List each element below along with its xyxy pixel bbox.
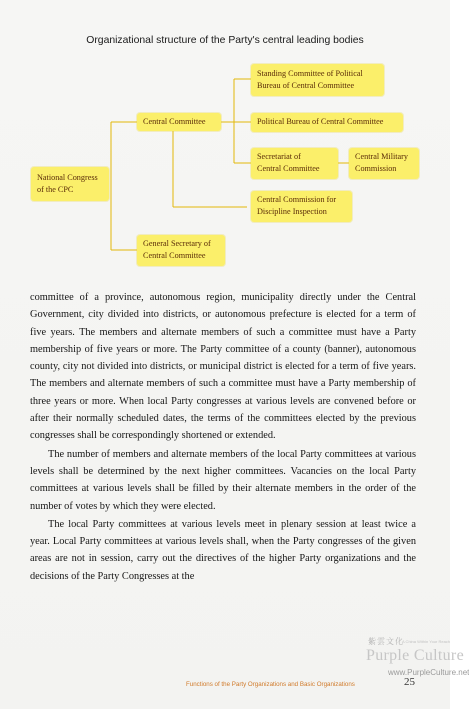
paragraph-2: The number of members and alternate members of the local Party committees at various levels shall be determined by the next higher committees. Vacancies on the local Party committees at various levels shall be filled by their alternate members in the order of the number of votes by which they were elected.	[30, 448, 416, 512]
node-label: Central Committee	[257, 164, 320, 173]
body-text	[30, 289, 416, 585]
node-label: of the CPC	[37, 185, 74, 194]
node-political-bureau	[251, 113, 403, 132]
node-label: Central Committee	[143, 117, 206, 126]
node-label: Central Committee	[143, 251, 206, 260]
running-footer: Functions of the Party Organizations and Basic Organizations	[186, 681, 355, 688]
node-label: Secretariat of	[257, 152, 301, 161]
node-secretariat	[251, 148, 338, 179]
node-label: Commission	[355, 164, 397, 173]
diagram-title: Organizational structure of the Party's central leading bodies	[86, 35, 364, 46]
node-label: Standing Committee of Political	[257, 69, 363, 78]
node-label: Bureau of Central Committee	[257, 81, 355, 90]
node-label: Discipline Inspection	[257, 207, 327, 216]
paragraph-3: The local Party committees at various levels meet in plenary session at least twice a year. Local Party committees at various levels shall, when the Party congresses of the given areas are not in session, carry out the directives of the higher Party organizations and the decisions of the Party Congresses at the	[30, 518, 416, 582]
node-central-military-commission	[349, 148, 419, 179]
node-national-congress	[31, 167, 109, 201]
node-label: National Congress	[37, 173, 98, 182]
purple-culture-watermark	[346, 634, 469, 682]
node-label: Central Commission for	[257, 195, 337, 204]
page-number: 25	[404, 676, 415, 688]
paragraph-1: committee of a province, autonomous region, municipality directly under the Central Government, city divided into districts, or autonomous prefecture is elected for a term of five years. The members and alternate members of such a committee must have a Party membership of five years or more. The Party committee of a county (banner), autonomous county, city not divided into districts, or municipal district is elected for a term of five years. The members and alternate members of such a committee must have a Party membership of three years or more. When local Party congresses at various levels are convened before or after their normally scheduled dates, the terms of the committees elected by the previous congresses shall be correspondingly shortened or extended.	[30, 292, 416, 442]
node-label: Central Military	[355, 152, 408, 161]
watermark-url: www.PurpleCulture.net	[388, 668, 469, 677]
watermark-brand: Purple Culture	[366, 647, 464, 664]
node-label: Political Bureau of Central Committee	[257, 117, 384, 126]
node-label: General Secretary of	[143, 239, 211, 248]
connector-lines	[0, 0, 450, 290]
node-discipline-commission	[251, 191, 352, 222]
node-standing-committee	[251, 64, 384, 96]
node-general-secretary	[137, 235, 225, 266]
watermark-tagline: A China Within Your Reach	[402, 639, 451, 644]
node-central-committee	[137, 113, 221, 131]
watermark-chinese: 紫雲文化	[368, 637, 404, 646]
